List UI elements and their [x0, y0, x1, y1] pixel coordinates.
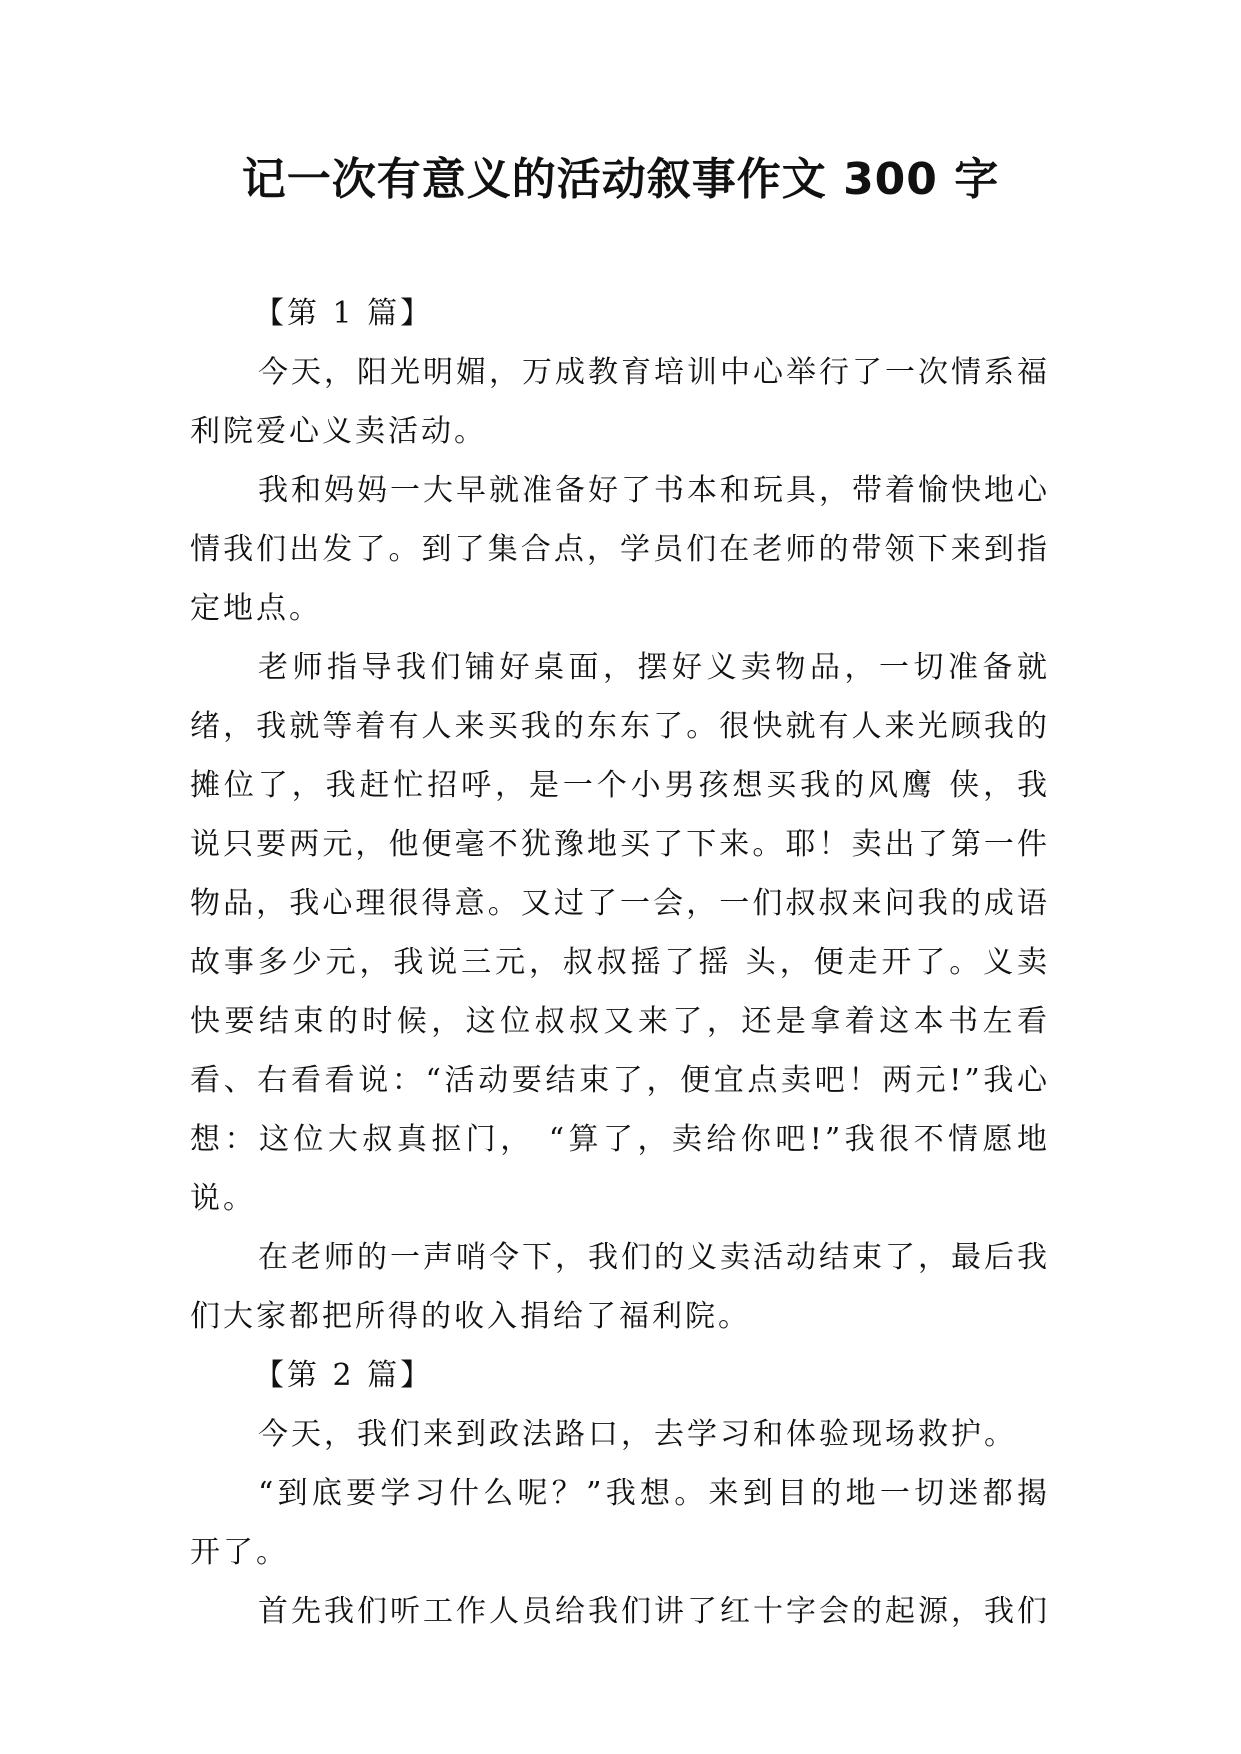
paragraph: 在老师的一声哨令下，我们的义卖活动结束了，最后我们大家都把所得的收入捐给了福利院。: [190, 1240, 1050, 1334]
document-body: [190, 284, 1050, 1641]
paragraph: “到底要学习什么呢？”我想。来到目的地一切迷都揭开了。: [190, 1476, 1050, 1570]
paragraph: 首先我们听工作人员给我们讲了红十字会的起源，我们: [258, 1594, 1050, 1629]
section-heading-2: 【第 2 篇】: [254, 1358, 434, 1393]
paragraph: 我和妈妈一大早就准备好了书本和玩具，带着愉快地心情我们出发了。到了集合点，学员们在老师的带领下来到指定地点。: [190, 473, 1050, 626]
paragraph: 今天，阳光明媚，万成教育培训中心举行了一次情系福利院爱心义卖活动。: [190, 355, 1050, 449]
paragraph: 今天，我们来到政法路口，去学习和体验现场救护。: [258, 1417, 1017, 1452]
paragraph: 老师指导我们铺好桌面，摆好义卖物品，一切准备就绪，我就等着有人来买我的东东了。很快就有人来光顾我的摊位了，我赶忙招呼，是一个小男孩想买我的风鹰 侠，我说只要两元，他便毫不犹豫地买了下来。耶！卖出了第一件物品，我心理很得意。又过了一会，一们叔叔来问我的成语故事多少元，我说三元，叔叔摇了摇 头，便走开了。义卖快要结束的时候，这位叔叔又来了，还是拿着这本书左看看、右看看说：“活动要结束了，便宜点卖吧！两元!”我心想：这位大叔真抠门， “算了，卖给你吧!”我很不情愿地说。: [190, 650, 1050, 1216]
section-heading-1: 【第 1 篇】: [254, 296, 434, 331]
document-title: 记一次有意义的活动叙事作文 300 字: [241, 154, 1000, 205]
